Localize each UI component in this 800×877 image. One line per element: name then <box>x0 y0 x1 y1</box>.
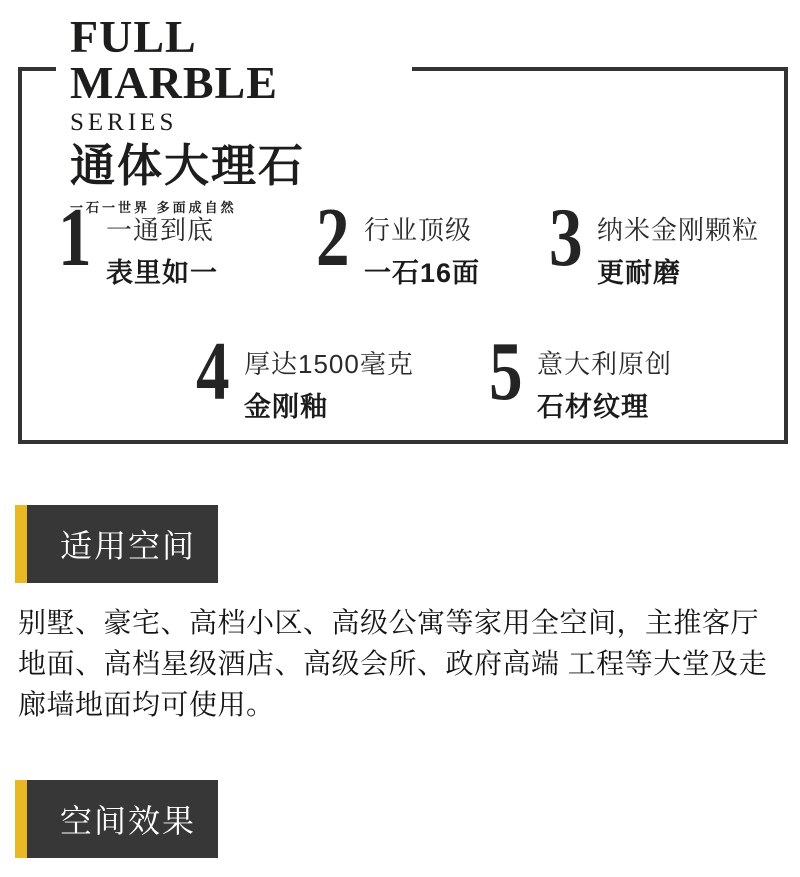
section-heading-label: 空间效果 <box>27 780 218 858</box>
brand-subtitle-en: SERIES <box>70 109 178 136</box>
feature-line2: 一石16面 <box>364 258 481 288</box>
feature-line2: 石材纹理 <box>537 392 649 422</box>
usage-description: 别墅、豪宅、高档小区、高级公寓等家用全空间，主推客厅地面、高档星级酒店、高级会所、政府高端 工程等大堂及走廊墙地面均可使用。 <box>18 607 768 720</box>
feature-text <box>244 340 414 424</box>
feature-line1: 纳米金刚颗粒 <box>597 215 760 245</box>
feature-number: 5 <box>489 325 523 418</box>
feature-text <box>364 206 480 290</box>
feature-line1: 意大利原创 <box>537 349 673 379</box>
feature-number: 2 <box>316 191 350 284</box>
section-heading-effect <box>15 780 218 858</box>
feature-item-4 <box>196 325 414 424</box>
feature-number: 1 <box>58 191 92 284</box>
feature-item-3 <box>549 191 760 290</box>
feature-line1: 厚达1500毫克 <box>244 349 414 379</box>
feature-number: 3 <box>549 191 583 284</box>
section-heading-label: 适用空间 <box>27 505 218 583</box>
feature-line1: 一通到底 <box>106 215 215 245</box>
feature-number: 4 <box>196 325 230 418</box>
accent-bar <box>15 780 27 858</box>
feature-text <box>106 206 218 290</box>
feature-text <box>537 340 672 424</box>
feature-line2: 表里如一 <box>106 258 218 288</box>
feature-line2: 更耐磨 <box>597 258 681 288</box>
feature-line1: 行业顶级 <box>364 215 473 245</box>
feature-line2: 金刚釉 <box>244 392 328 422</box>
feature-item-2 <box>316 191 481 290</box>
section-heading-usage <box>15 505 218 583</box>
feature-item-5 <box>489 325 673 424</box>
brand-header <box>56 10 412 222</box>
accent-bar <box>15 505 27 583</box>
brand-tagline: 一石一世界 多面成自然 <box>70 200 237 215</box>
brand-title-en: FULL MARBLE <box>70 11 278 108</box>
brand-title-zh: 通体大理石 <box>70 139 306 191</box>
feature-item-1 <box>58 191 218 290</box>
feature-text <box>597 206 759 290</box>
